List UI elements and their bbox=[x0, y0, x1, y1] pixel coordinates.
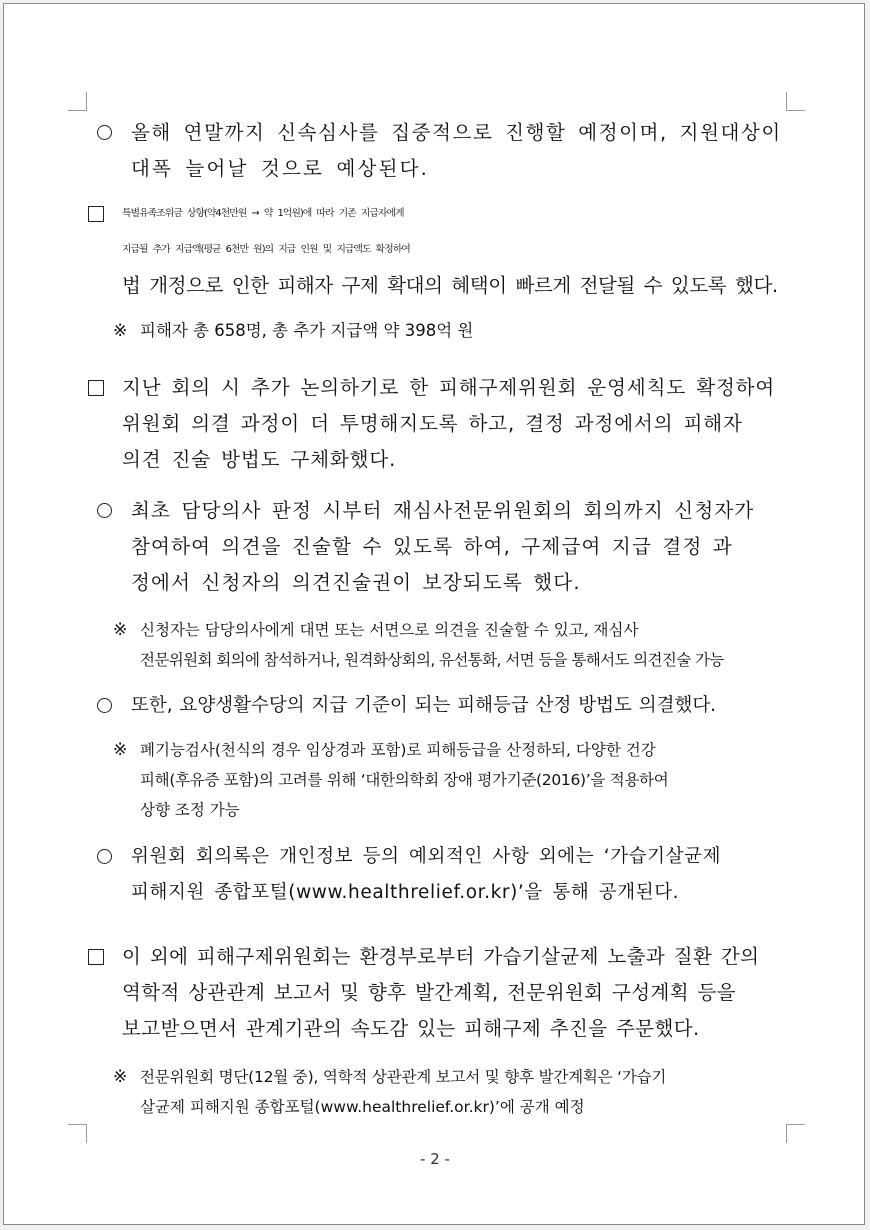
paragraph-line: 보고받으면서 관계기관의 속도감 있는 피해구제 추진을 주문했다. bbox=[122, 1017, 700, 1040]
circle-bullet-icon bbox=[97, 125, 112, 140]
reference-note bbox=[113, 1062, 666, 1122]
paragraph-line: 이 외에 피해구제위원회는 환경부로부터 가습기살균제 노출과 질환 간의 bbox=[122, 945, 760, 968]
crop-mark-bottom-left bbox=[68, 1124, 87, 1143]
crop-mark-top-right bbox=[786, 92, 805, 111]
paragraph-line: 피해지원 종합포털(www.healthrelief.or.kr)’을 통해 공개된다. bbox=[131, 882, 680, 903]
reference-mark: ※ bbox=[113, 620, 128, 640]
reference-note bbox=[113, 316, 473, 346]
reference-mark: ※ bbox=[113, 1067, 128, 1087]
note-line: 전문위원회 회의에 참석하거나, 원격화상회의, 유선통화, 서면 등을 통해서도 의견진술 가능 bbox=[140, 651, 724, 669]
paragraph-line: 의견 진술 방법도 구체화했다. bbox=[122, 448, 397, 471]
circle-bullet-icon bbox=[97, 503, 112, 518]
note-line: 전문위원회 명단(12월 중), 역학적 상관관계 보고서 및 향후 발간계획은 ‘가습기 bbox=[140, 1068, 667, 1086]
paragraph-line: 올해 연말까지 신속심사를 집중적으로 진행할 예정이며, 지원대상이 bbox=[131, 121, 782, 144]
paragraph-line: 위원회 의결 과정이 더 투명해지도록 하고, 결정 과정에서의 피해자 bbox=[122, 412, 743, 435]
reference-note bbox=[113, 615, 724, 675]
reference-mark: ※ bbox=[113, 740, 128, 760]
circle-bullet-paragraph bbox=[97, 839, 721, 911]
crop-mark-bottom-right bbox=[786, 1124, 805, 1143]
circle-bullet-paragraph bbox=[97, 688, 716, 724]
circle-bullet-paragraph bbox=[97, 493, 754, 601]
square-bullet-paragraph bbox=[88, 196, 778, 304]
document-page bbox=[3, 3, 865, 1225]
paragraph-line: 지급될 추가 지급액(평균 6천만 원)의 지급 인원 및 지급액도 확정하여 bbox=[122, 244, 410, 255]
paragraph-line: 법 개정으로 인한 피해자 구제 확대의 혜택이 빠르게 전달될 수 있도록 했다. bbox=[122, 274, 778, 297]
paragraph-line: 정에서 신청자의 의견진술권이 보장되도록 했다. bbox=[131, 571, 581, 594]
circle-bullet-paragraph bbox=[97, 115, 782, 187]
paragraph-line: 대폭 늘어날 것으로 예상된다. bbox=[131, 157, 430, 180]
reference-mark: ※ bbox=[113, 321, 128, 341]
paragraph-line: 지난 회의 시 추가 논의하기로 한 피해구제위원회 운영세칙도 확정하여 bbox=[122, 376, 776, 399]
note-line: 상향 조정 가능 bbox=[140, 801, 240, 819]
paragraph-line: 위원회 회의록은 개인정보 등의 예외적인 사항 외에는 ‘가습기살균제 bbox=[131, 846, 722, 867]
circle-bullet-icon bbox=[97, 698, 112, 713]
reference-note bbox=[113, 735, 668, 825]
square-bullet-icon bbox=[88, 380, 104, 396]
page-number: - 2 - bbox=[420, 1150, 450, 1168]
paragraph-line: 또한, 요양생활수당의 지급 기준이 되는 피해등급 산정 방법도 의결했다. bbox=[131, 695, 717, 716]
paragraph-line: 참여하여 의견을 진술할 수 있도록 하여, 구제급여 지급 결정 과 bbox=[131, 535, 733, 558]
paragraph-line: 최초 담당의사 판정 시부터 재심사전문위원회의 회의까지 신청자가 bbox=[131, 499, 755, 522]
square-bullet-icon bbox=[88, 949, 104, 965]
note-line: 피해(후유증 포함)의 고려를 위해 ‘대한의학회 장애 평가기준(2016)’을 적용하여 bbox=[140, 771, 669, 789]
note-line: 피해자 총 658명, 총 추가 지급액 약 398억 원 bbox=[140, 321, 474, 340]
note-line: 살균제 피해지원 종합포털(www.healthrelief.or.kr)’에 공개 예정 bbox=[140, 1098, 585, 1116]
circle-bullet-icon bbox=[97, 849, 112, 864]
square-bullet-icon bbox=[88, 206, 104, 222]
square-bullet-paragraph bbox=[88, 370, 775, 478]
square-bullet-paragraph bbox=[88, 939, 759, 1047]
crop-mark-top-left bbox=[68, 92, 87, 111]
note-line: 폐기능검사(천식의 경우 임상경과 포함)로 피해등급을 산정하되, 다양한 건강 bbox=[140, 741, 656, 759]
paragraph-line: 특별유족조위금 상향(약4천만원 → 약 1억원)에 따라 기존 지급자에게 bbox=[122, 208, 404, 219]
note-line: 신청자는 담당의사에게 대면 또는 서면으로 의견을 진술할 수 있고, 재심사 bbox=[140, 621, 639, 639]
paragraph-line: 역학적 상관관계 보고서 및 향후 발간계획, 전문위원회 구성계획 등을 bbox=[122, 981, 737, 1004]
